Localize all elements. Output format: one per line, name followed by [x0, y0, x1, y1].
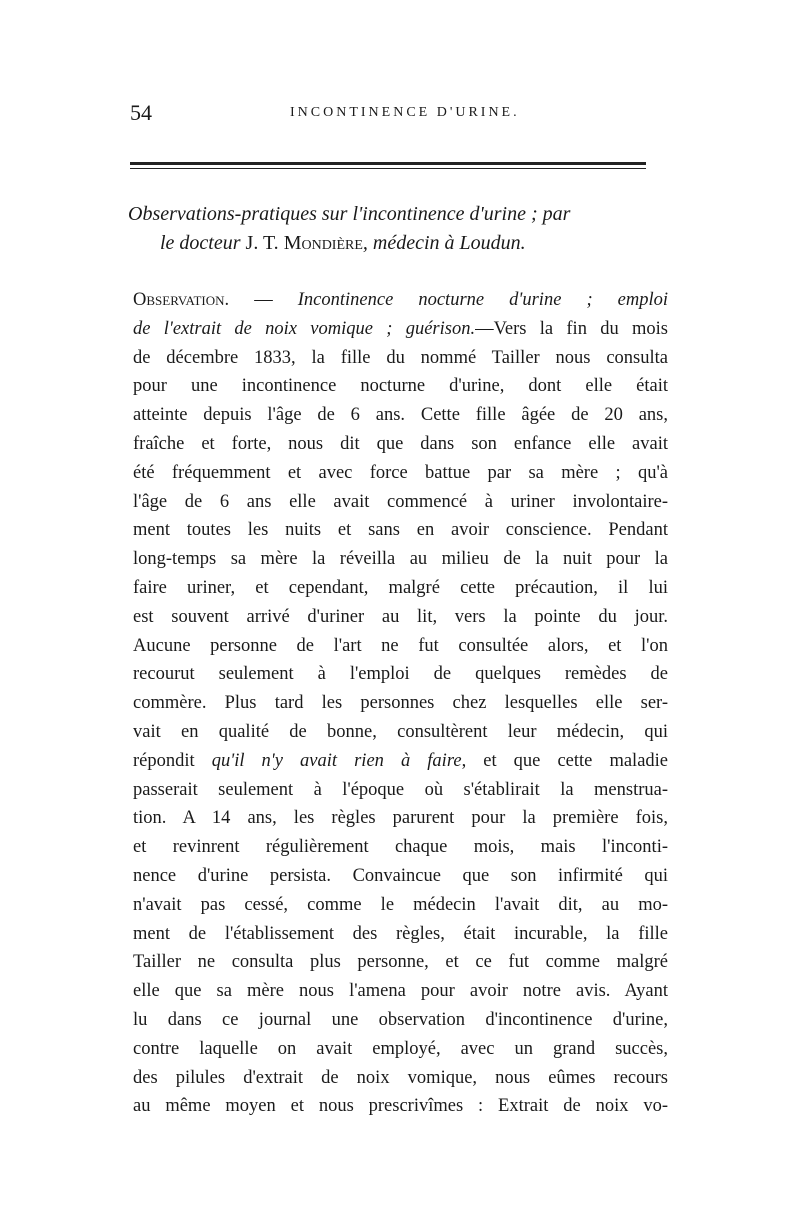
header-rule-thin: [130, 168, 646, 169]
body-line: fraîche et forte, nous dit que dans son enfance elle avait: [133, 433, 668, 454]
body-line: Tailler ne consulta plus personne, et ce fut comme malgré: [133, 952, 668, 973]
body-line-2: [133, 315, 668, 344]
body-line: commère. Plus tard les personnes chez lesquelles elle ser-: [133, 693, 668, 714]
quote-suffix: , et que cette maladie: [461, 750, 669, 771]
title-line-2: [128, 229, 668, 258]
title-suffix: , médecin à Loudun.: [362, 232, 526, 254]
author-initials: J. T.: [245, 232, 284, 254]
lead-italic-2: de l'extrait de noix vomique ; guérison.: [133, 318, 476, 339]
body-line: tion. A 14 ans, les règles parurent pour la première fois,: [133, 808, 668, 829]
body-line: vait en qualité de bonne, consultèrent leur médecin, qui: [133, 721, 668, 742]
quote-prefix: répondit: [133, 750, 212, 771]
body-line: au même moyen et nous prescrivîmes : Extrait de noix vo-: [133, 1096, 668, 1117]
body-line: faire uriner, et cependant, malgré cette précaution, il lui: [133, 577, 668, 598]
body-line: l'âge de 6 ans elle avait commencé à uriner involontaire-: [133, 491, 668, 512]
body-line: atteinte depuis l'âge de 6 ans. Cette fille âgée de 20 ans,: [133, 405, 668, 426]
body-line: et revinrent régulièrement chaque mois, mais l'inconti-: [133, 837, 668, 858]
body-line-1: [133, 286, 668, 315]
body-line: ment toutes les nuits et sans en avoir conscience. Pendant: [133, 520, 668, 541]
author-name: Mondière: [283, 232, 363, 254]
lead-dash: —: [229, 290, 298, 310]
body-line: est souvent arrivé d'uriner au lit, vers la pointe du jour.: [133, 606, 668, 627]
title-line-1: Observations-pratiques sur l'incontinence d'urine ; par: [128, 203, 571, 225]
running-title: INCONTINENCE D'URINE.: [290, 105, 520, 120]
body-line: Aucune personne de l'art ne fut consultée alors, et l'on: [133, 635, 668, 656]
body-line: passerait seulement à l'époque où s'établirait la menstrua-: [133, 779, 668, 800]
page-number: 54: [130, 100, 152, 125]
quote-italic: qu'il n'y avait rien à faire: [211, 750, 462, 771]
lead-italic-1: Incontinence nocturne d'urine ; emploi: [297, 290, 668, 310]
body-line: de décembre 1833, la fille du nommé Tailler nous consulta: [133, 347, 668, 368]
body-line: nence d'urine persista. Convaincue que son infirmité qui: [133, 865, 668, 886]
body-line-italic-quote: [133, 747, 668, 776]
lead-line-rest: —Vers la fin du mois: [475, 318, 668, 339]
body-line: long-temps sa mère la réveilla au milieu de la nuit pour la: [133, 549, 668, 570]
body-line: pour une incontinence nocturne d'urine, dont elle était: [133, 376, 668, 397]
body-line: contre laquelle on avait employé, avec un grand succès,: [133, 1038, 668, 1059]
body-line: elle que sa mère nous l'amena pour avoir notre avis. Ayant: [133, 981, 668, 1002]
body-line: été fréquemment et avec force battue par sa mère ; qu'à: [133, 462, 668, 483]
body-line: n'avait pas cessé, comme le médecin l'avait dit, au mo-: [133, 894, 668, 915]
body-line: recourut seulement à l'emploi de quelques remèdes de: [133, 664, 668, 685]
body-line: ment de l'établissement des règles, était incurable, la fille: [133, 923, 668, 944]
body-line: lu dans ce journal une observation d'incontinence d'urine,: [133, 1009, 668, 1030]
article-body: [133, 286, 668, 1121]
title-prefix: le docteur: [160, 232, 246, 254]
body-line: des pilules d'extrait de noix vomique, nous eûmes recours: [133, 1067, 668, 1088]
observation-label: Observation.: [133, 290, 230, 310]
article-title: [128, 200, 668, 258]
header-rule-thick: [130, 162, 646, 165]
